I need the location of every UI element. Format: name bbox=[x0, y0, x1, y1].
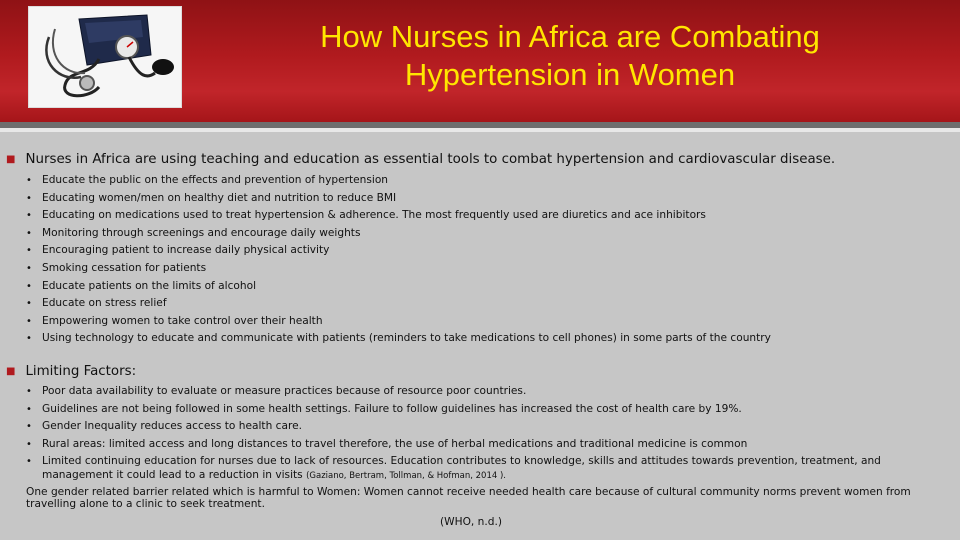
list-item-continuation bbox=[42, 469, 506, 481]
list-item: • Poor data availability to evaluate or measure practices because of resource poor countries. bbox=[26, 383, 881, 401]
section2-list bbox=[26, 383, 881, 471]
list-item: • Gender Inequality reduces access to health care. bbox=[26, 418, 881, 436]
section1-heading bbox=[6, 152, 835, 167]
closing-paragraph: One gender related barrier related which is harmful to Women: Women cannot receive needed health care because of cultural community norms prevent women from travelling alone to a clinic to seek treatment. bbox=[26, 486, 911, 510]
list-item: • Educate patients on the limits of alcohol bbox=[26, 278, 771, 296]
who-citation: (WHO, n.d.) bbox=[440, 516, 502, 528]
slide-title bbox=[270, 18, 870, 94]
continuation-text: management it could lead to a reduction in visits bbox=[42, 469, 303, 481]
slide-title-line1: How Nurses in Africa are Combating bbox=[320, 19, 820, 54]
list-item: • Smoking cessation for patients bbox=[26, 260, 771, 278]
bullet-icon: ■ bbox=[6, 366, 16, 377]
inline-citation: (Gaziano, Bertram, Tollman, & Hofman, 2014 ). bbox=[306, 471, 506, 481]
section2-heading bbox=[6, 364, 136, 379]
section2-heading-text: Limiting Factors: bbox=[25, 364, 137, 379]
blood-pressure-cuff-image bbox=[28, 6, 182, 108]
list-item: • Educating on medications used to treat hypertension & adherence. The most frequently used are diuretics and ace inhibitors bbox=[26, 207, 771, 225]
section1-list bbox=[26, 172, 771, 348]
list-item: • Monitoring through screenings and encourage daily weights bbox=[26, 225, 771, 243]
list-item: • Empowering women to take control over their health bbox=[26, 313, 771, 331]
list-item: • Rural areas: limited access and long distances to travel therefore, the use of herbal medications and traditional medicine is common bbox=[26, 436, 881, 454]
list-item: • Guidelines are not being followed in some health settings. Failure to follow guidelines has increased the cost of health care by 19%. bbox=[26, 401, 881, 419]
bullet-icon: ■ bbox=[6, 154, 16, 165]
list-item: • Educating women/men on healthy diet and nutrition to reduce BMI bbox=[26, 190, 771, 208]
list-item: • Encouraging patient to increase daily physical activity bbox=[26, 242, 771, 260]
list-item: • Educate on stress relief bbox=[26, 295, 771, 313]
slide-title-line2: Hypertension in Women bbox=[404, 57, 736, 92]
list-item: • Limited continuing education for nurses due to lack of resources. Education contributes to knowledge, skills and attitudes towards prevention, treatment, and bbox=[26, 453, 881, 471]
list-item: • Educate the public on the effects and prevention of hypertension bbox=[26, 172, 771, 190]
section1-heading-text: Nurses in Africa are using teaching and education as essential tools to combat hypertension and cardiovascular disease. bbox=[25, 152, 836, 167]
list-item: • Using technology to educate and communicate with patients (reminders to take medications to cell phones) in some parts of the country bbox=[26, 330, 771, 348]
